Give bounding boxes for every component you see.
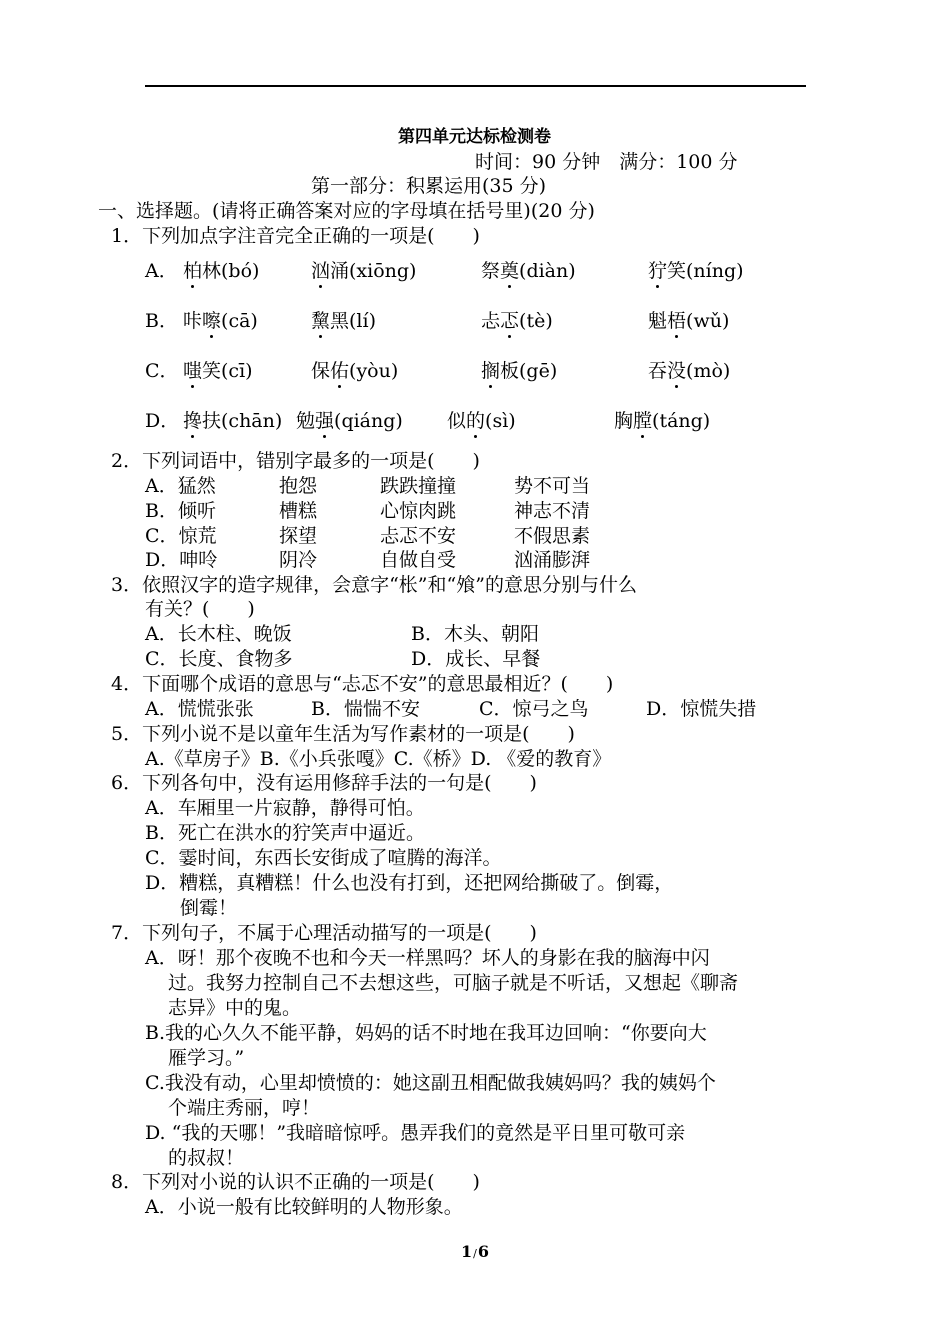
- emphasized-char: 的: [466, 410, 486, 432]
- word-cell: 汹涌膨湃: [514, 549, 591, 571]
- emphasized-char: 忑: [500, 310, 520, 332]
- pinyin-item: 咔嚓(cā): [183, 310, 258, 332]
- option-7b-cont: 雁学习。”: [168, 1047, 245, 1069]
- option-8a: A．小说一般有比较鲜明的人物形象。: [145, 1196, 463, 1218]
- page-separator: /: [473, 1247, 477, 1260]
- option-4b: B．惴惴不安: [311, 698, 420, 720]
- pinyin-item: 保佑(yòu): [311, 360, 399, 382]
- page-number: 1: [461, 1242, 473, 1261]
- word-cell: 神志不清: [514, 500, 591, 522]
- word-cell: 跌跌撞撞: [380, 475, 457, 497]
- question-3: 3．依照汉字的造字规律，会意字“枨”和“飧”的意思分别与什么: [111, 574, 637, 596]
- word-cell: 抱怨: [279, 475, 318, 497]
- pinyin-item: 魁梧(wǔ): [648, 310, 730, 332]
- pinyin-item: 祭奠(diàn): [481, 260, 576, 282]
- word-cell: 心惊肉跳: [380, 500, 457, 522]
- emphasized-char: 佑: [330, 360, 350, 382]
- option-7c-cont: 个端庄秀丽，哼！: [168, 1097, 321, 1119]
- pinyin-item: 汹涌(xiōng): [311, 260, 417, 282]
- word-cell: 阴冷: [279, 549, 318, 571]
- page-footer: [0, 1242, 950, 1261]
- option-6c: C．霎时间，东西长安街成了喧腾的海洋。: [145, 847, 502, 869]
- pinyin-item: 嗤笑(cī): [183, 360, 253, 382]
- pinyin-item: 搁板(gē): [481, 360, 558, 382]
- word-cell: C．惊荒: [145, 525, 217, 547]
- word-cell: B．倾听: [145, 500, 216, 522]
- option-label: A．: [145, 260, 178, 282]
- option-7d-cont: 的叔叔！: [168, 1147, 245, 1169]
- question-5: 5．下列小说不是以童年生活为写作素材的一项是( ): [111, 723, 575, 745]
- option-7c: C.我没有动，心里却愤愤的：她这副丑相配做我姨妈吗？我的姨妈个: [145, 1072, 716, 1094]
- pinyin-item: 搀扶(chān): [183, 410, 283, 432]
- emphasized-char: 搁: [481, 360, 501, 382]
- emphasized-char: 黧: [311, 310, 331, 332]
- pinyin-item: 似的(sì): [447, 410, 516, 432]
- pinyin-item: 黧黑(lí): [311, 310, 376, 332]
- option-4a: A．慌慌张张: [145, 698, 254, 720]
- option-7b: B.我的心久久不能平静，妈妈的话不时地在我耳边回响：“你要向大: [145, 1022, 707, 1044]
- question-1: 1．下列加点字注音完全正确的一项是( ): [111, 225, 480, 247]
- word-cell: 势不可当: [514, 475, 591, 497]
- section-heading: 一、选择题。(请将正确答案对应的字母填在括号里)(20 分): [98, 200, 595, 222]
- part-heading: 第一部分：积累运用(35 分): [311, 175, 547, 197]
- option-4d: D．惊慌失措: [646, 698, 757, 720]
- option-3c: C．长度、食物多: [145, 648, 293, 670]
- pinyin-item: 勉强(qiáng): [296, 410, 403, 432]
- option-6b: B．死亡在洪水的狞笑声中逼近。: [145, 822, 425, 844]
- option-label: B．: [145, 310, 178, 332]
- emphasized-char: 强: [315, 410, 335, 432]
- option-label: D．: [145, 410, 180, 432]
- pinyin-item: 胸膛(táng): [614, 410, 711, 432]
- emphasized-char: 膛: [633, 410, 653, 432]
- option-6a: A．车厢里一片寂静，静得可怕。: [145, 797, 425, 819]
- question-5-options: A.《草房子》B.《小兵张嘎》C.《桥》D. 《爱的教育》: [145, 748, 612, 770]
- question-6: 6．下列各句中，没有运用修辞手法的一句是( ): [111, 772, 537, 794]
- emphasized-char: 没: [667, 360, 687, 382]
- option-7a: A．呀！那个夜晚不也和今天一样黑吗？坏人的身影在我的脑海中闪: [145, 947, 710, 969]
- option-label: C．: [145, 360, 179, 382]
- pinyin-item: 柏林(bó): [183, 260, 260, 282]
- option-3a: A．长木柱、晚饭: [145, 623, 292, 645]
- option-7a-cont1: 过。我努力控制自己不去想这些，可脑子就是不听话，又想起《聊斋: [168, 972, 739, 994]
- word-cell: 槽糕: [279, 500, 318, 522]
- word-cell: 忐忑不安: [380, 525, 457, 547]
- emphasized-char: 嚓: [202, 310, 222, 332]
- page-total: 6: [477, 1242, 489, 1261]
- option-3d: D．成长、早餐: [411, 648, 541, 670]
- question-3-cont: 有关？( ): [145, 598, 255, 620]
- option-4c: C．惊弓之鸟: [479, 698, 589, 720]
- question-8: 8．下列对小说的认识不正确的一项是( ): [111, 1171, 480, 1193]
- option-6d: D．糟糕，真糟糕！什么也没有打到，还把网给撕破了。倒霉，: [145, 872, 674, 894]
- emphasized-char: 狞: [648, 260, 668, 282]
- emphasized-char: 奠: [500, 260, 520, 282]
- top-rule: [145, 85, 806, 87]
- word-cell: 自做自受: [380, 549, 457, 571]
- option-7d: D. “我的天哪！”我暗暗惊呼。愚弄我们的竟然是平日里可敬可亲: [145, 1122, 686, 1144]
- word-cell: D．呻呤: [145, 549, 218, 571]
- emphasized-char: 搀: [183, 410, 203, 432]
- emphasized-char: 嗤: [183, 360, 203, 382]
- pinyin-item: 忐忑(tè): [481, 310, 553, 332]
- time-info: 时间：90 分钟 满分：100 分: [475, 151, 738, 173]
- word-cell: 探望: [279, 525, 318, 547]
- option-6d-cont: 倒霉！: [180, 897, 238, 919]
- emphasized-char: 汹: [311, 260, 331, 282]
- word-cell: A．猛然: [145, 475, 216, 497]
- word-cell: 不假思素: [514, 525, 591, 547]
- question-7: 7．下列句子，不属于心理活动描写的一项是( ): [111, 922, 537, 944]
- pinyin-item: 吞没(mò): [648, 360, 731, 382]
- emphasized-char: 柏: [183, 260, 203, 282]
- page-title: 第四单元达标检测卷: [398, 127, 551, 147]
- option-3b: B．木头、朝阳: [411, 623, 539, 645]
- question-2: 2．下列词语中，错别字最多的一项是( ): [111, 450, 480, 472]
- pinyin-item: 狞笑(níng): [648, 260, 744, 282]
- option-7a-cont2: 志异》中的鬼。: [168, 997, 302, 1019]
- emphasized-char: 梧: [667, 310, 687, 332]
- question-4: 4．下面哪个成语的意思与“忐忑不安”的意思最相近？( ): [111, 673, 614, 695]
